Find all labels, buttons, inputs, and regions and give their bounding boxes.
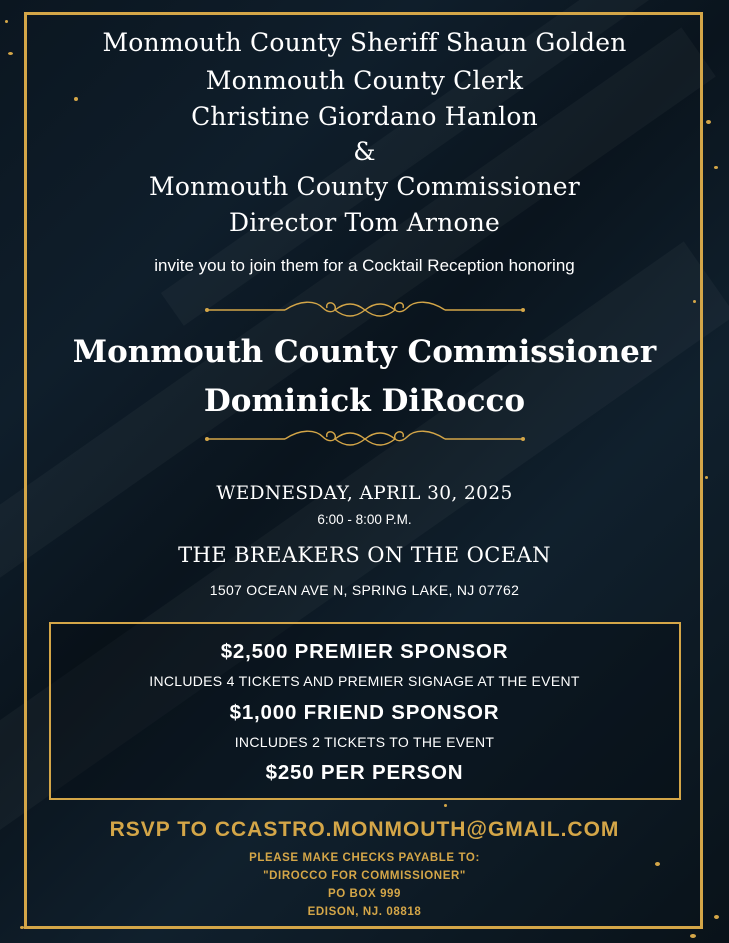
host-line-3: Christine Giordano Hanlon — [191, 102, 538, 131]
honoree-title: Monmouth County Commissioner — [72, 334, 657, 370]
invitation-text: invite you to join them for a Cocktail Reception honoring — [154, 256, 575, 275]
host-line-1: Monmouth County Sheriff Shaun Golden — [102, 28, 627, 57]
checks-line-3: PO BOX 999 — [327, 888, 402, 900]
rsvp-email: RSVP TO CCASTRO.MONMOUTH@GMAIL.COM — [109, 818, 620, 841]
event-address: 1507 OCEAN AVE N, SPRING LAKE, NJ 07762 — [209, 582, 520, 598]
host-line-2: Monmouth County Clerk — [205, 66, 524, 95]
gold-fleck — [705, 476, 708, 479]
checks-line-1: PLEASE MAKE CHECKS PAYABLE TO: — [249, 852, 480, 864]
host-line-5: Monmouth County Commissioner — [149, 172, 580, 201]
gold-fleck — [690, 934, 696, 938]
ornament-divider-bottom — [205, 427, 525, 451]
friend-sponsor-title: $1,000 FRIEND SPONSOR — [229, 701, 500, 724]
host-line-6: Director Tom Arnone — [228, 208, 501, 237]
checks-line-2: "DIROCCO FOR COMMISSIONER" — [263, 870, 466, 882]
gold-fleck — [714, 166, 718, 169]
premier-sponsor-description: INCLUDES 4 TICKETS AND PREMIER SIGNAGE AT THE EVENT — [149, 673, 580, 689]
per-person-price: $250 PER PERSON — [265, 761, 464, 784]
event-date: WEDNESDAY, APRIL 30, 2025 — [216, 483, 513, 504]
event-venue: THE BREAKERS ON THE OCEAN — [178, 543, 551, 567]
honoree-name: Dominick DiRocco — [203, 383, 526, 419]
friend-sponsor-description: INCLUDES 2 TICKETS TO THE EVENT — [234, 734, 495, 750]
host-ampersand: & — [353, 137, 376, 166]
gold-fleck — [5, 20, 8, 23]
event-time: 6:00 - 8:00 P.M. — [317, 512, 412, 527]
premier-sponsor-title: $2,500 PREMIER SPONSOR — [220, 640, 509, 663]
ornament-divider-top — [205, 298, 525, 322]
checks-line-4: EDISON, NJ. 08818 — [307, 906, 422, 918]
